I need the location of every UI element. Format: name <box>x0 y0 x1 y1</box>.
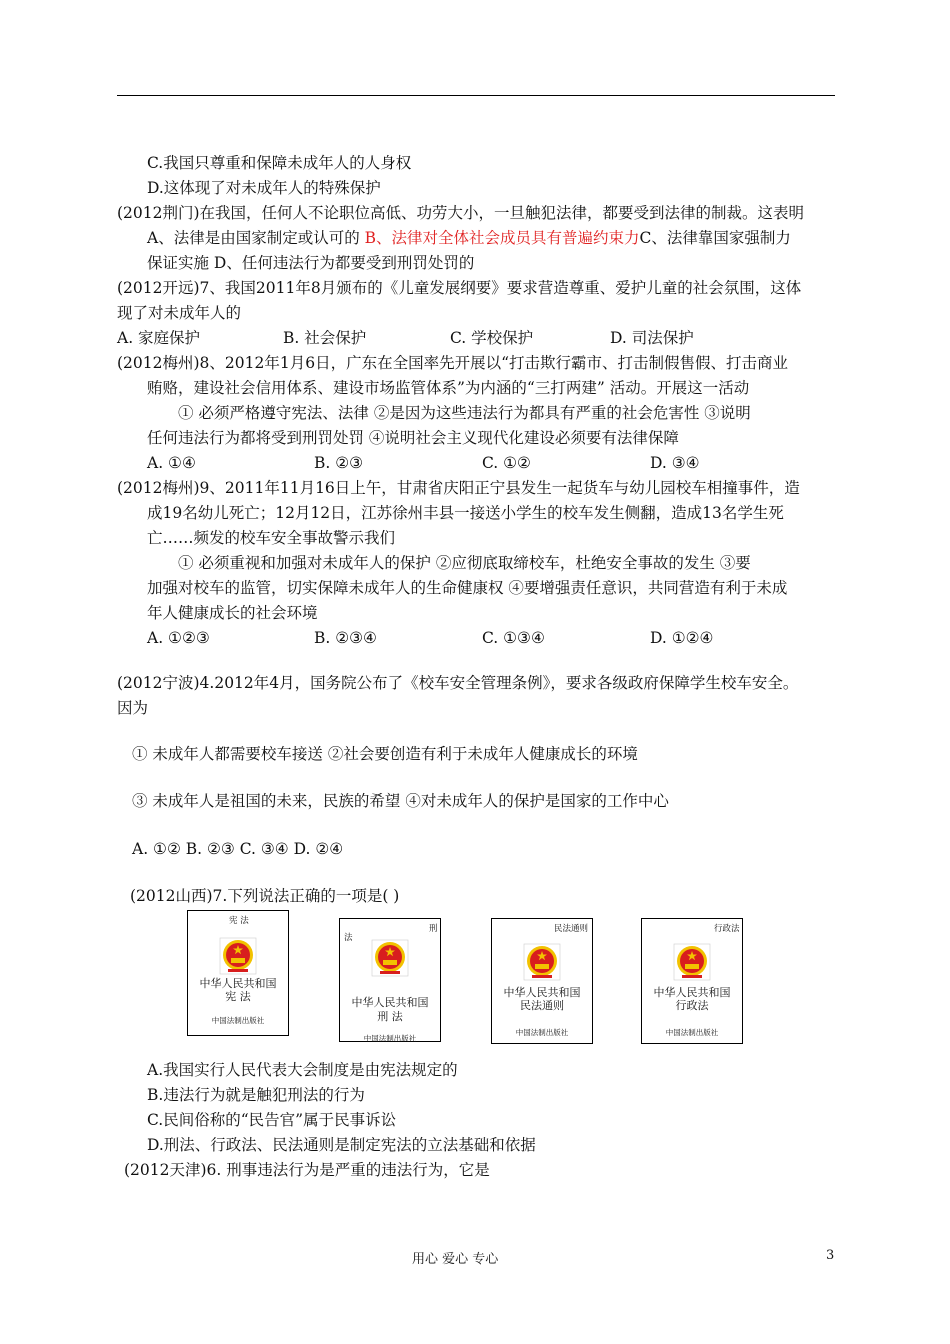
option-a: A. ①②③ <box>147 629 210 647</box>
question-stem-cont: 现了对未成年人的 <box>117 304 242 322</box>
footer-slogan: 用心 爱心 专心 <box>412 1252 499 1267</box>
page-number: 3 <box>826 1248 835 1263</box>
book-title-line1: 中华人民共和国 <box>653 986 731 999</box>
option-c: C.我国只尊重和保障未成年人的人身权 <box>147 154 412 172</box>
option-c: C.民间俗称的“民告官”属于民事诉讼 <box>147 1111 397 1129</box>
statements-cont: 年人健康成长的社会环境 <box>147 604 318 622</box>
book-title-line1: 中华人民共和国 <box>503 986 581 999</box>
book-administrative-law <box>641 918 743 1044</box>
question-stem: (2012山西)7.下列说法正确的一项是( ) <box>130 887 400 905</box>
option-line: 保证实施 D、任何违法行为都要受到刑罚处罚的 <box>147 254 475 272</box>
question-stem: (2012梅州)9、2011年11月16日上午，甘肃省庆阳正宁县发生一起货车与幼儿园校车相撞事件，造 <box>117 479 800 497</box>
book-civil-law <box>491 918 593 1044</box>
book-top-label: 刑 <box>429 924 438 934</box>
question-stem: (2012梅州)8、2012年1月6日，广东在全国率先开展以“打击欺行霸市、打击制假售假、打击商业 <box>117 354 788 372</box>
option-a: A.我国实行人民代表大会制度是由宪法规定的 <box>147 1061 458 1079</box>
statements-cont: 任何违法行为都将受到刑罚处罚 ④说明社会主义现代化建设必须要有法律保障 <box>147 429 679 447</box>
statements: ① 必须重视和加强对未成年人的保护 ②应彻底取缔校车，杜绝安全事故的发生 ③要 <box>178 554 751 572</box>
question-stem: (2012宁波)4.2012年4月，国务院公布了《校车安全管理条例》，要求各级政府保障学生校车安全。 <box>117 674 799 692</box>
question-stem: (2012荆门)在我国，任何人不论职位高低、功劳大小，一旦触犯法律，都要受到法律的制裁。这表明 <box>117 204 805 222</box>
book-publisher: 中国法制出版社 <box>515 1028 569 1037</box>
question-stem: (2012天津)6. 刑事违法行为是严重的违法行为，它是 <box>124 1161 490 1179</box>
option-b: B. 社会保护 <box>283 329 367 347</box>
book-criminal-law <box>339 918 441 1042</box>
option-b: B. ②③④ <box>314 629 377 647</box>
national-emblem-icon <box>218 936 258 976</box>
book-title-line2: 民法通则 <box>520 999 564 1012</box>
option-d: D.这体现了对未成年人的特殊保护 <box>147 179 381 197</box>
option-d: D. ③④ <box>650 454 700 472</box>
header-rule <box>117 95 835 96</box>
book-title-line2: 刑 法 <box>377 1010 403 1023</box>
book-title-line2: 行政法 <box>675 999 709 1012</box>
option-c: C、法律靠国家强制力 <box>639 229 791 247</box>
option-a: A、法律是由国家制定或认可的 <box>147 229 360 247</box>
national-emblem-icon <box>522 942 562 982</box>
book-top-label: 行政法 <box>714 924 740 934</box>
question-stem-cont: 因为 <box>117 699 149 717</box>
option-a: A. 家庭保护 <box>117 329 201 347</box>
statements-cont: ③ 未成年人是祖国的未来，民族的希望 ④对未成年人的保护是国家的工作中心 <box>132 792 669 810</box>
book-title-line2: 宪 法 <box>225 990 251 1003</box>
statements-cont: 加强对校车的监管，切实保障未成年人的生命健康权 ④要增强责任意识，共同营造有利于未成 <box>147 579 788 597</box>
option-b-highlighted: B、法律对全体社会成员具有普遍约束力 <box>364 229 640 247</box>
option-b: B.违法行为就是触犯刑法的行为 <box>147 1086 365 1104</box>
option-c: C. ①② <box>482 454 531 472</box>
option-d: D. 司法保护 <box>610 329 694 347</box>
book-top-label: 民法通则 <box>554 924 589 934</box>
question-stem: (2012开远)7、我国2011年8月颁布的《儿童发展纲要》要求营造尊重、爱护儿童的社会氛围，这体 <box>117 279 802 297</box>
option-a: A. ①④ <box>147 454 196 472</box>
options: A. ①② B. ②③ C. ③④ D. ②④ <box>132 840 344 858</box>
question-stem-cont: 成19名幼儿死亡；12月12日，江苏徐州丰县一接送小学生的校车发生侧翻，造成13名学生死 <box>147 504 784 522</box>
book-constitution <box>187 910 289 1036</box>
option-line <box>147 228 791 248</box>
question-stem-cont: 亡……频发的校车安全事故警示我们 <box>147 529 396 547</box>
book-title-line1: 中华人民共和国 <box>199 977 277 990</box>
book-publisher: 中国法制出版社 <box>665 1028 719 1037</box>
option-c: C. 学校保护 <box>450 329 534 347</box>
book-top-label: 宪 法 <box>229 916 249 926</box>
book-publisher: 中国法制出版社 <box>363 1034 417 1043</box>
option-d: D.刑法、行政法、民法通则是制定宪法的立法基础和依据 <box>147 1136 536 1154</box>
national-emblem-icon <box>672 942 712 982</box>
statements: ① 必须严格遵守宪法、法律 ②是因为这些违法行为都具有严重的社会危害性 ③说明 <box>178 404 751 422</box>
book-title-line1: 中华人民共和国 <box>351 996 429 1009</box>
option-b: B. ②③ <box>314 454 364 472</box>
statements: ① 未成年人都需要校车接送 ②社会要创造有利于未成年人健康成长的环境 <box>132 745 638 763</box>
national-emblem-icon <box>370 938 410 978</box>
option-c: C. ①③④ <box>482 629 545 647</box>
book-publisher: 中国法制出版社 <box>211 1016 265 1025</box>
option-d: D. ①②④ <box>650 629 714 647</box>
question-stem-cont: 贿赂，建设社会信用体系、建设市场监管体系”为内涵的“三打两建” 活动。开展这一活动 <box>147 379 750 397</box>
book-side-label: 法 <box>344 933 353 943</box>
